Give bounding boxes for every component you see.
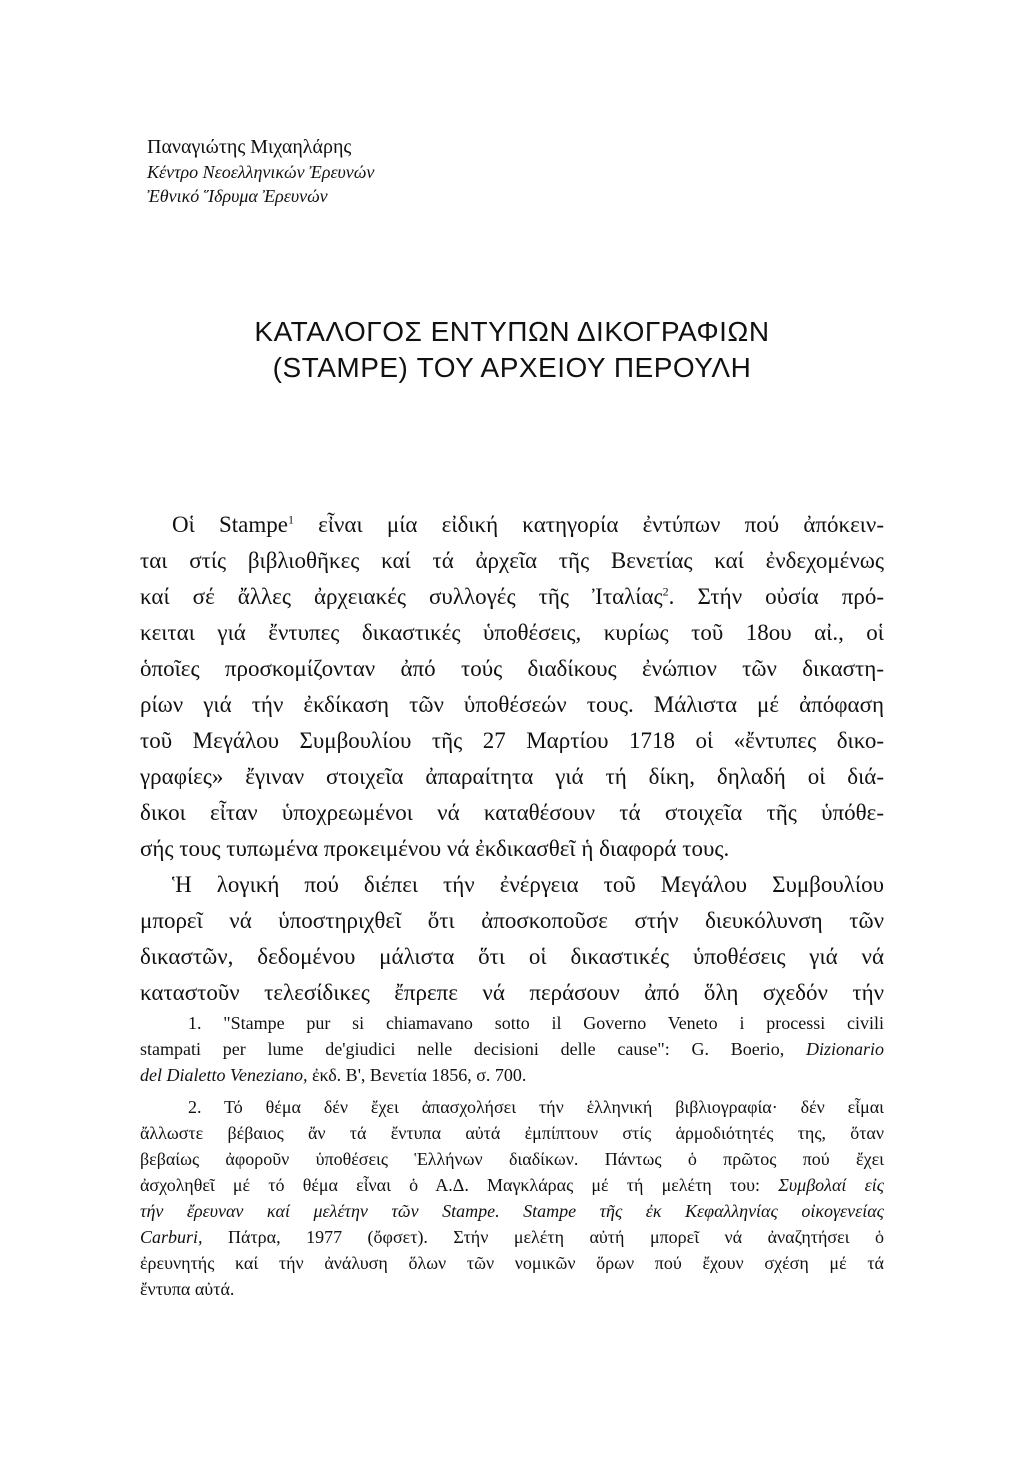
footnote-2-line (140, 1198, 884, 1224)
body-text-run: εἶναι μία εἰδική κατηγορία ἐντύπων πού ἀπόκειν- (293, 512, 884, 537)
body-line: μπορεῖ νά ὑποστηριχθεῖ ὅτι ἀποσκοποῦσε στήν διευκόλυνση τῶν (140, 908, 884, 933)
footnote-2-line: ἔντυπα αὐτά. (140, 1279, 235, 1299)
body-line: δικαστῶν, δεδομένου μάλιστα ὅτι οἱ δικαστικές ὑποθέσεις γιά νά (140, 944, 884, 969)
footnote-text-run: stampati per lume de'giudici nelle decisioni delle cause": G. Boerio, (140, 1039, 806, 1059)
body-line: τοῦ Μεγάλου Συμβουλίου τῆς 27 Μαρτίου 1718 οἱ «ἔντυπες δικο- (140, 728, 884, 753)
footnote-italic-run: del Dialetto Veneziano, (140, 1065, 308, 1085)
footnote-ref-2: 2 (662, 584, 669, 599)
footnote-1-line (140, 1062, 884, 1088)
footnote-2-line: 2. Τό θέμα δέν ἔχει ἀπασχολήσει τήν ἑλληνική βιβλιογραφία· δέν εἶμαι (188, 1097, 884, 1117)
body-text-run: Οἱ Stampe (172, 512, 288, 537)
title-line-1: ΚΑΤΑΛΟΓΟΣ ΕΝΤΥΠΩΝ ΔΙΚΟΓΡΑΦΙΩΝ (254, 316, 770, 347)
footnote-italic-run: Dizionario (805, 1039, 884, 1059)
author-block (147, 134, 647, 208)
body-line: Ἡ λογική πού διέπει τήν ἐνέργεια τοῦ Μεγάλου Συμβουλίου (172, 872, 884, 897)
footnote-2-line: ἄλλωστε βέβαιος ἄν τά ἔντυπα αὐτά ἐμπίπτουν στίς ἁρμοδιότητές της, ὅταν (140, 1123, 884, 1143)
footnote-1-line (140, 1036, 884, 1062)
author-affiliation-2: Ἐθνικό Ἵδρυμα Ἐρευνών (147, 186, 328, 206)
footnote-italic-run: Συμβολαί εἰς (778, 1175, 884, 1195)
footnote-italic-run: Carburi, (140, 1227, 203, 1247)
body-line: ὁποῖες προσκομίζονταν ἀπό τούς διαδίκους ἐνώπιον τῶν δικαστη- (140, 656, 884, 681)
body-line: κειται γιά ἔντυπες δικαστικές ὑποθέσεις, κυρίως τοῦ 18ου αἰ., οἱ (140, 620, 884, 645)
footnote-2-line: ἐρευνητής καί τήν ἀνάλυση ὅλων τῶν νομικῶν ὅρων πού ἔχουν σχέση μέ τά (140, 1253, 884, 1273)
footnote-ref-1: 1 (287, 512, 294, 527)
title-line-2: (STAMPE) ΤΟΥ ΑΡΧΕΙΟΥ ΠΕΡΟΥΛΗ (272, 352, 752, 383)
body-text-run: . Στήν οὐσία πρό- (668, 584, 884, 609)
author-name: Παναγιώτης Μιχαηλάρης (147, 136, 352, 158)
footnote-text-run: Πάτρα, 1977 (ὄφσετ). Στήν μελέτη αὐτή μπορεῖ νά ἀναζητήσει ὁ (202, 1227, 884, 1247)
body-line: ται στίς βιβλιοθῆκες καί τά ἀρχεῖα τῆς Βενετίας καί ἐνδεχομένως (140, 548, 884, 573)
body-text-run: καί σέ ἄλλες ἀρχειακές συλλογές τῆς Ἰταλίας (140, 584, 663, 609)
body-line (140, 579, 884, 615)
footnote-2-line: βεβαίως ἀφοροῦν ὑποθέσεις Ἑλλήνων διαδίκων. Πάντως ὁ πρῶτος πού ἔχει (140, 1149, 884, 1169)
footnote-italic-run: τήν ἔρευναν καί μελέτην τῶν Stampe. Stampe τῆς ἐκ Κεφαλληνίας οἰκογενείας (140, 1201, 884, 1221)
body-line: καταστοῦν τελεσίδικες ἔπρεπε νά περάσουν ἀπό ὅλη σχεδόν τήν (140, 980, 884, 1005)
footnote-2-line (140, 1172, 884, 1198)
body-line: γραφίες» ἔγιναν στοιχεῖα ἀπαραίτητα γιά τή δίκη, δηλαδή οἱ διά- (140, 764, 884, 789)
article-title (140, 314, 884, 386)
footnotes (140, 1010, 884, 1302)
body-line: σής τους τυπωμένα προκειμένου νά ἐκδικασθεῖ ἡ διαφορά τους. (140, 836, 730, 861)
author-affiliation-1: Κέντρο Νεοελληνικών Ἐρευνών (147, 162, 375, 182)
body-line: δικοι εἶταν ὑποχρεωμένοι νά καταθέσουν τά στοιχεῖα τῆς ὑπόθε- (140, 800, 884, 825)
body-line (140, 507, 884, 543)
footnote-text-run: ἐκδ. Β', Βενετία 1856, σ. 700. (307, 1065, 527, 1085)
footnote-text-run: ἀσχοληθεῖ μέ τό θέμα εἶναι ὁ Α.Δ. Μαγκλάρας μέ τή μελέτη του: (140, 1175, 779, 1195)
footnote-2-line (140, 1224, 884, 1250)
footnote-1-line: 1. "Stampe pur si chiamavano sotto il Governo Veneto i processi civili (188, 1013, 884, 1033)
body-text (140, 507, 884, 1011)
body-line: ρίων γιά τήν ἐκδίκαση τῶν ὑποθέσεών τους. Μάλιστα μέ ἀπόφαση (140, 692, 884, 717)
